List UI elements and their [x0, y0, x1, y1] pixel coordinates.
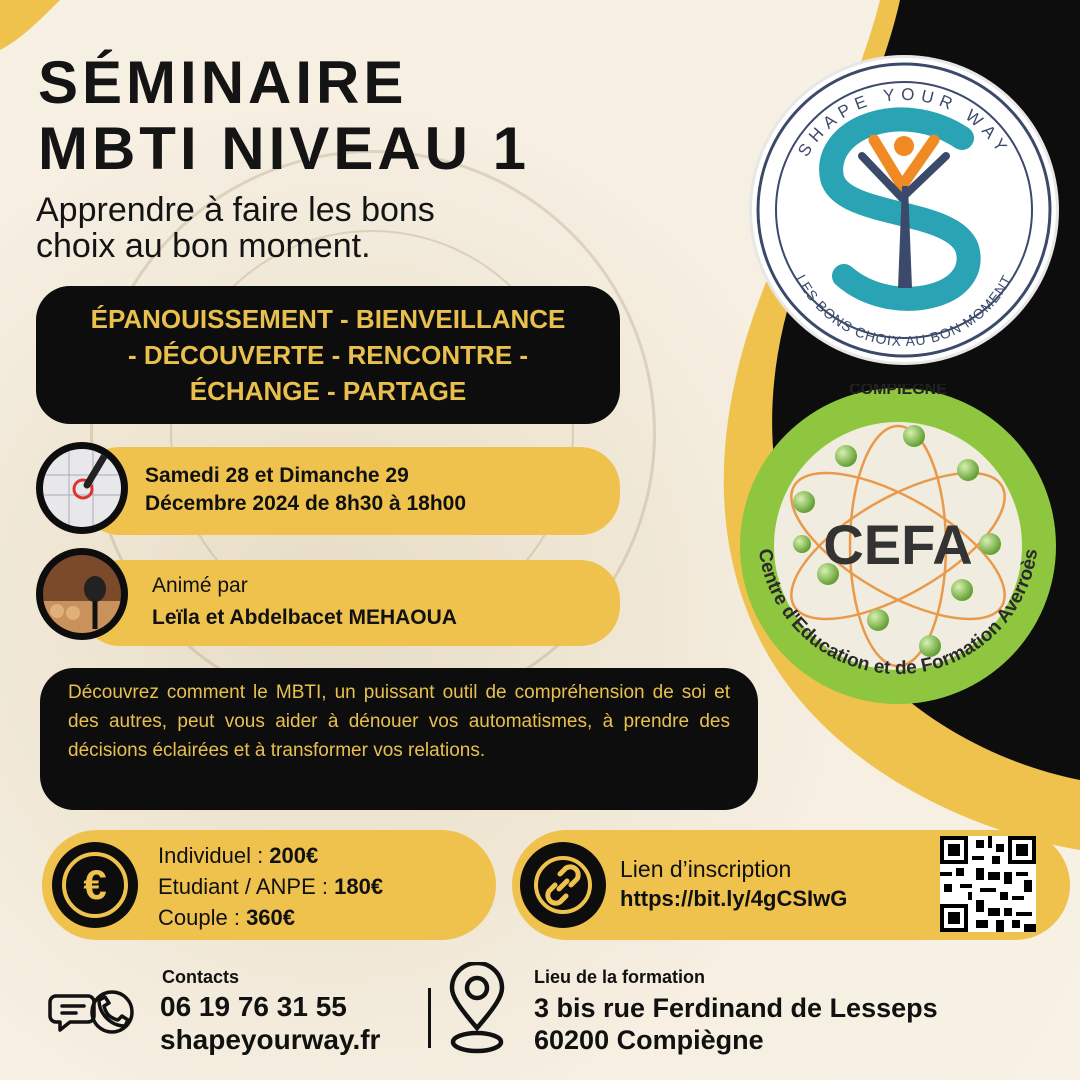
schedule-line-1: Samedi 28 et Dimanche 29 [145, 464, 409, 487]
price-couple: Couple : 360€ [158, 905, 296, 930]
host-label: Animé par [152, 574, 248, 597]
page-title [38, 50, 530, 182]
microphone-icon [43, 555, 121, 633]
values-line-2: - DÉCOUVERTE - RENCONTRE - [127, 340, 529, 370]
cefa-name-text: CEFA [823, 513, 973, 576]
price-student: Etudiant / ANPE : 180€ [158, 874, 384, 899]
qr-code[interactable] [940, 836, 1036, 932]
cefa-full-text: Centre d'Education et de Formation Averroès [753, 547, 1043, 680]
values-line-1: ÉPANOUISSEMENT - BIENVEILLANCE [90, 304, 566, 334]
logo-top-text: SHAPE YOUR WAY [794, 84, 1014, 160]
host-pill [80, 560, 620, 646]
location-street: 3 bis rue Ferdinand de Lesseps [534, 993, 938, 1023]
euro-icon: € [52, 842, 138, 928]
logo-bottom-text: LES BONS CHOIX AU BON MOMENT [793, 271, 1015, 350]
host-name: Leïla et Abdelbacet MEHAOUA [152, 606, 457, 629]
footer-divider [428, 988, 431, 1048]
pricing-list [158, 840, 383, 933]
contact-phone[interactable]: 06 19 76 31 55 [160, 991, 347, 1022]
title-line-1: SÉMINAIRE [38, 49, 408, 116]
microphone-photo [36, 548, 128, 640]
calendar-photo [36, 442, 128, 534]
contact-website[interactable]: shapeyourway.fr [160, 1024, 381, 1055]
cefa-logo [736, 384, 1060, 708]
subtitle-line-2: choix au bon moment. [36, 227, 371, 265]
values-banner [36, 286, 620, 424]
contacts-label: Contacts [162, 967, 240, 987]
cefa-top-text: COMPIEGNE [849, 384, 947, 398]
values-line-3: ÉCHANGE - PARTAGE [189, 376, 467, 406]
description: Découvrez comment le MBTI, un puissant outil de compréhension de soi et des autres, peut vous aider à dénouer vos automatismes, à prendre des décisions éclairées et à transformer vos relations. [40, 668, 758, 810]
price-individual: Individuel : 200€ [158, 843, 319, 868]
calendar-icon [43, 449, 121, 527]
location-city: 60200 Compiègne [534, 1025, 764, 1055]
map-pin-icon [446, 962, 508, 1058]
location-label: Lieu de la formation [534, 967, 706, 987]
subtitle [36, 192, 435, 264]
title-line-2: MBTI NIVEAU 1 [38, 115, 531, 182]
link-icon [520, 842, 606, 928]
contact-icon [48, 982, 148, 1052]
registration-link[interactable]: https://bit.ly/4gCSIwG [620, 886, 848, 911]
schedule-line-2: Décembre 2024 de 8h30 à 18h00 [145, 492, 467, 515]
subtitle-line-1: Apprendre à faire les bons [36, 191, 435, 229]
shape-your-way-logo [752, 58, 1056, 362]
schedule-text [145, 462, 466, 518]
registration-label: Lien d’inscription [620, 856, 792, 882]
